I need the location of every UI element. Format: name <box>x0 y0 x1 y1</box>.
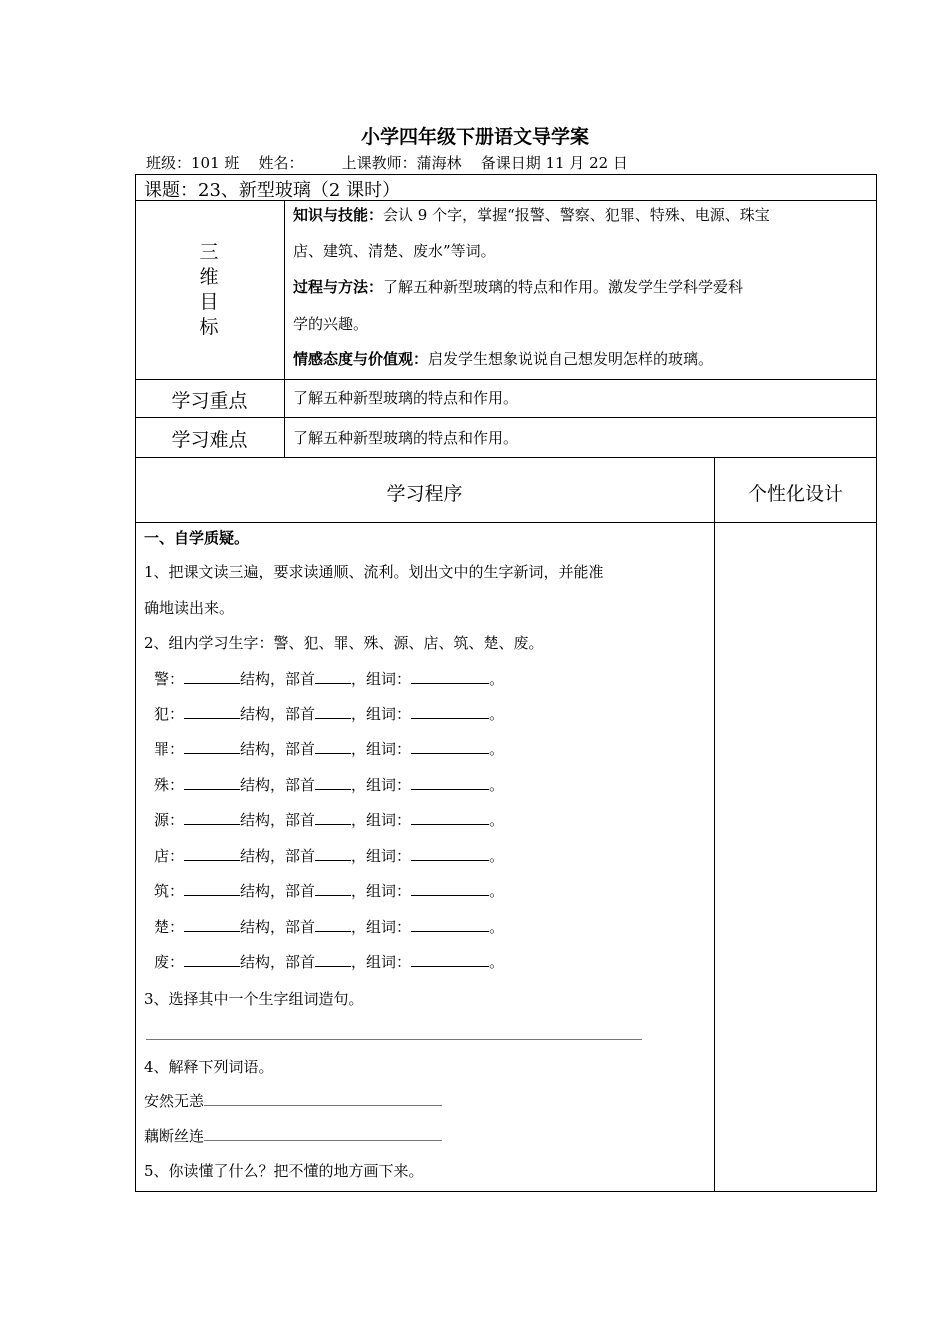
item-1: 1、把课文读三遍，要求读通顺、流利。划出文中的生字新词，并能准 <box>144 563 604 581</box>
row-divider <box>135 417 877 418</box>
goal-knowledge-cont: 店、建筑、清楚、废水”等词。 <box>293 242 496 260</box>
procedure-header: 学习程序 <box>386 483 463 505</box>
item-4: 4、解释下列词语。 <box>144 1058 274 1076</box>
row-divider <box>135 379 877 380</box>
column-divider <box>714 457 715 1192</box>
row-divider <box>135 457 877 458</box>
item-1-cont: 确地读出来。 <box>144 599 235 617</box>
lesson-topic: 课题：23、新型玻璃（2 课时） <box>144 180 401 201</box>
class-info-line: 班级：101 班 姓名： 上课教师：蒲海林 备课日期 11 月 22 日 <box>146 154 628 172</box>
phrase-2: 藕断丝连 <box>144 1125 442 1146</box>
char-row: 警： 结构，部首 ，组词： 。 <box>154 670 505 688</box>
goal-process: 过程与方法：了解五种新型玻璃的特点和作用。激发学生学科学爱科 <box>293 278 744 296</box>
char-row: 源： 结构，部首 ，组词： 。 <box>154 811 505 829</box>
sentence-answer-line <box>146 1039 642 1040</box>
difficult-points-label: 学习难点 <box>171 429 248 451</box>
item-5: 5、你读懂了什么？把不懂的地方画下来。 <box>144 1162 424 1180</box>
char-row: 废： 结构，部首 ，组词： 。 <box>154 953 505 971</box>
design-header: 个性化设计 <box>747 483 843 505</box>
char-row: 犯： 结构，部首 ，组词： 。 <box>154 705 505 723</box>
char-row: 殊： 结构，部首 ，组词： 。 <box>154 776 505 794</box>
goals-label: 三 维 目 标 <box>199 241 219 338</box>
key-points-text: 了解五种新型玻璃的特点和作用。 <box>293 389 519 407</box>
phrase-1: 安然无恙 <box>144 1090 442 1111</box>
document-title: 小学四年级下册语文导学案 <box>360 126 589 148</box>
row-divider <box>135 522 877 523</box>
difficult-points-text: 了解五种新型玻璃的特点和作用。 <box>293 429 519 447</box>
goal-knowledge: 知识与技能：会认 9 个字，掌握“报警、警察、犯罪、特殊、电源、珠宝 <box>293 206 770 224</box>
key-points-label: 学习重点 <box>171 390 248 412</box>
section-self-study: 一、自学质疑。 <box>144 529 250 547</box>
char-row: 筑： 结构，部首 ，组词： 。 <box>154 882 505 900</box>
item-3: 3、选择其中一个生字组词造句。 <box>144 990 364 1008</box>
goal-emotion: 情感态度与价值观：启发学生想象说说自己想发明怎样的玻璃。 <box>293 350 714 368</box>
column-divider <box>284 200 285 458</box>
char-row: 罪： 结构，部首 ，组词： 。 <box>154 740 505 758</box>
char-row: 楚： 结构，部首 ，组词： 。 <box>154 918 505 936</box>
char-row: 店： 结构，部首 ，组词： 。 <box>154 847 505 865</box>
item-2: 2、组内学习生字：警、犯、罪、殊、源、店、筑、楚、废。 <box>144 634 544 652</box>
goal-process-cont: 学的兴趣。 <box>293 315 369 333</box>
